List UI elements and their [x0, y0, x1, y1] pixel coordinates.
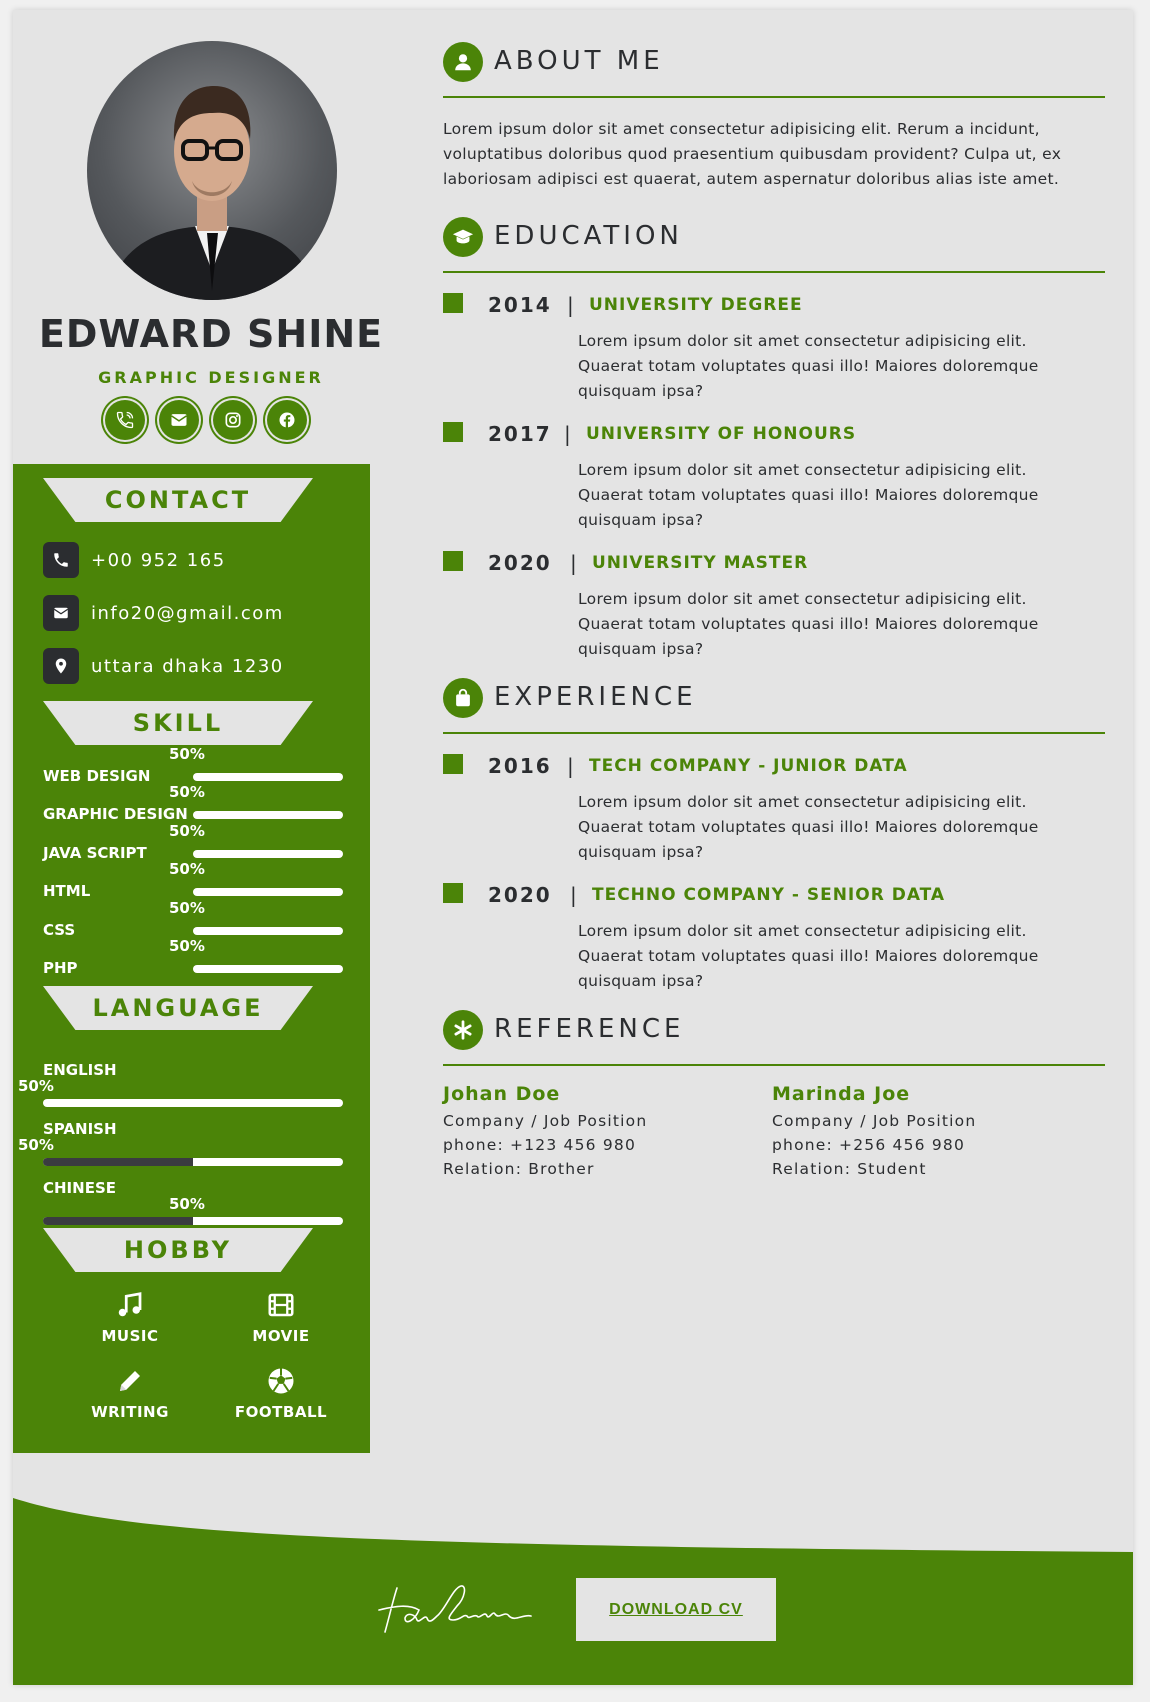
about-heading: ABOUT ME — [443, 42, 1105, 98]
language-bar — [43, 1217, 343, 1225]
skill-bar — [193, 965, 343, 973]
mail-link-icon[interactable] — [159, 400, 199, 440]
reference-heading: REFERENCE — [443, 1010, 1105, 1066]
language-item: SPANISH 50% — [43, 1120, 343, 1170]
job-title: GRAPHIC DESIGNER — [98, 368, 324, 387]
skill-bar — [193, 850, 343, 858]
skill-item: GRAPHIC DESIGN 50% — [43, 789, 343, 825]
skill-item: HTML 50% — [43, 866, 343, 902]
phone-icon — [43, 542, 79, 578]
skill-item: CSS 50% — [43, 905, 343, 941]
about-text: Lorem ipsum dolor sit amet consectetur adipisicing elit. Rerum a incidunt, voluptatibus doloribus quod praesentium quibusdam provident? Culpa ut, ex laboriosam adipisci est quaerat, autem aspernatur doloribus alias iste amet. — [443, 120, 1062, 188]
skill-item: WEB DESIGN 50% — [43, 751, 343, 787]
person-name: EDWARD SHINE — [38, 312, 384, 356]
language-bar — [43, 1158, 343, 1166]
contact-address-text: uttara dhaka 1230 — [91, 655, 284, 677]
skill-bar — [193, 773, 343, 781]
contact-heading: CONTACT — [43, 478, 313, 522]
bullet-square — [443, 883, 463, 903]
skill-heading: SKILL — [43, 701, 313, 745]
contact-email-text: info20@gmail.com — [91, 602, 284, 624]
person-portrait — [87, 41, 337, 300]
education-heading: EDUCATION — [443, 217, 1105, 273]
language-bar — [43, 1099, 343, 1107]
bullet-square — [443, 551, 463, 571]
hobby-item: MOVIE — [221, 1290, 341, 1345]
reference-entry: Marinda Joe Company / Job Position phone: +256 456 980 Relation: Student — [772, 1083, 977, 1178]
experience-heading: EXPERIENCE — [443, 678, 1105, 734]
contact-phone-text: +00 952 165 — [91, 549, 226, 571]
sidebar — [13, 464, 370, 1453]
hobby-heading: HOBBY — [43, 1228, 313, 1272]
reference-entry: Johan Doe Company / Job Position phone: +123 456 980 Relation: Brother — [443, 1083, 648, 1178]
music-icon — [115, 1290, 145, 1320]
user-icon — [443, 42, 483, 82]
facebook-link-icon[interactable] — [267, 400, 307, 440]
language-item: ENGLISH 50% — [43, 1061, 343, 1111]
skill-item: JAVA SCRIPT 50% — [43, 828, 343, 864]
skill-item: PHP 50% — [43, 943, 343, 979]
footer-wave — [13, 1486, 1133, 1685]
skill-bar — [193, 888, 343, 896]
hobby-item: FOOTBALL — [221, 1366, 341, 1421]
profile-photo — [87, 41, 337, 300]
film-icon — [266, 1290, 296, 1320]
instagram-link-icon[interactable] — [213, 400, 253, 440]
mail-icon — [43, 595, 79, 631]
football-icon — [266, 1366, 296, 1396]
hobby-item: MUSIC — [70, 1290, 190, 1345]
contact-phone — [43, 542, 226, 578]
location-icon — [43, 648, 79, 684]
skill-bar — [193, 927, 343, 935]
contact-address — [43, 648, 284, 684]
resume-page: EDWARD SHINE GRAPHIC DESIGNER CONTACT +00 952 165 info20@gmail.com uttara dhaka 1230 SKILL WEB DESIGN 50% GRAPHIC DESIGN 50% JAVA SCRIPT 50% HTML 50% CSS 50% PHP 50% LANGUAGE ENGLISH 50% SPANISH 50% CHINESE 50% HOBBY MUSIC MOVIE WRITING FOOTBALL ABOUT ME Lorem ipsum dolor sit amet consectetur adipisicing elit. Rerum a incidunt, voluptatibus doloribus quod praesentium quibusdam provident? Culpa ut, ex laboriosam adipisci est quaerat, autem aspernatur doloribus alias iste amet. EDUCATION 2014 | UNIVERSITY DEGREE Lorem ipsum dolor sit amet consectetur adipisicing elit. Quaerat totam voluptates quasi illo! Maiores doloremque quisquam ipsa? 2017 | UNIVERSITY OF HONOURS Lorem ipsum dolor sit amet consectetur adipisicing elit. Quaerat totam voluptates quasi illo! Maiores doloremque quisquam ipsa? 2020 | UNIVERSITY MASTER Lorem ipsum dolor sit amet consectetur adipisicing elit. Quaerat totam voluptates quasi illo! Maiores doloremque quisquam ipsa? EXPERIENCE 2016 | TECH COMPANY - JUNIOR DATA Lorem ipsum dolor sit amet consectetur adipisicing elit. Quaerat totam voluptates quasi illo! Maiores doloremque quisquam ipsa? 2020 | TECHNO COMPANY - SENIOR DATA Lorem ipsum dolor sit amet consectetur adipisicing elit. Quaerat totam voluptates quasi illo! Maiores doloremque quisquam ipsa? REFERENCE Johan Doe Company / Job Position phone: +123 456 980 Relation: Brother Marinda Joe Company / Job Position phone: +256 456 980 Relation: Student DOWNLOAD CV — [13, 10, 1133, 1685]
skill-bar — [193, 811, 343, 819]
bullet-square — [443, 293, 463, 313]
hobby-item: WRITING — [70, 1366, 190, 1421]
bullet-square — [443, 422, 463, 442]
signature — [375, 1580, 535, 1640]
language-item: CHINESE 50% — [43, 1179, 343, 1229]
social-links — [105, 400, 307, 440]
asterisk-icon — [443, 1010, 483, 1050]
briefcase-icon — [443, 678, 483, 718]
phone-link-icon[interactable] — [105, 400, 145, 440]
download-cv-button[interactable]: DOWNLOAD CV — [576, 1578, 776, 1641]
graduation-cap-icon — [443, 217, 483, 257]
contact-email — [43, 595, 284, 631]
pencil-icon — [115, 1366, 145, 1396]
language-heading: LANGUAGE — [43, 986, 313, 1030]
bullet-square — [443, 754, 463, 774]
